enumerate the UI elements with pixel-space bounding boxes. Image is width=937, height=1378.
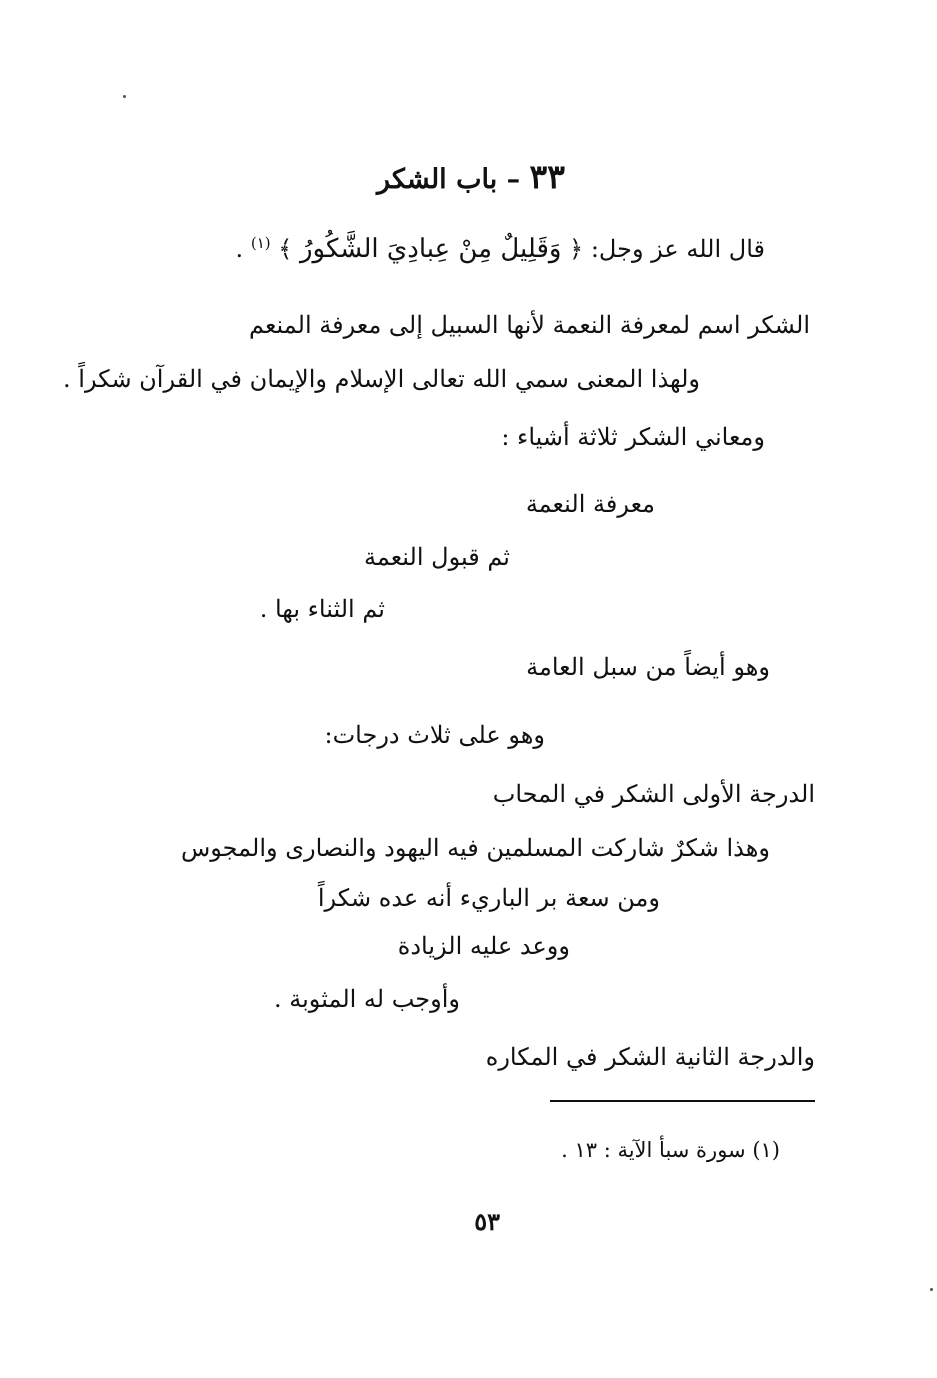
verse-text: وَقَلِيلٌ مِنْ عِبادِيَ الشَّكُورُ — [299, 234, 562, 264]
body-line: الشكر اسم لمعرفة النعمة لأنها السبيل إلى معرفة المنعم — [249, 311, 810, 339]
body-line: وأوجب له المثوبة . — [274, 985, 460, 1013]
body-line: والدرجة الثانية الشكر في المكاره — [485, 1043, 815, 1071]
verse-end: . — [235, 235, 244, 263]
body-line: ثم قبول النعمة — [363, 543, 510, 571]
body-line: ووعد عليه الزيادة — [397, 932, 570, 960]
verse-close-bracket: ﴾ — [278, 235, 293, 263]
footnote-ref: (١) — [250, 234, 271, 252]
chapter-dash: – — [506, 164, 521, 195]
body-line: وهو على ثلاث درجات: — [324, 721, 545, 749]
chapter-number: ٣٣ — [529, 157, 565, 196]
verse-intro: قال الله عز وجل: — [590, 235, 765, 263]
verse-open-bracket: ﴿ — [569, 235, 584, 263]
body-line: وهو أيضاً من سبل العامة — [526, 653, 770, 681]
body-line: ثم الثناء بها . — [259, 595, 385, 623]
verse-line — [236, 236, 765, 262]
body-line: الدرجة الأولى الشكر في المحاب — [492, 780, 815, 808]
body-line: معرفة النعمة — [525, 490, 655, 518]
body-line: ومن سعة بر الباريء أنه عده شكراً — [317, 884, 660, 912]
body-line: وهذا شكرٌ شاركت المسلمين فيه اليهود والنصارى والمجوس — [180, 834, 770, 862]
scan-speck — [930, 1288, 933, 1291]
page-number: ٥٣ — [474, 1207, 500, 1236]
body-line: ومعاني الشكر ثلاثة أشياء : — [501, 423, 765, 451]
body-line: ولهذا المعنى سمي الله تعالى الإسلام والإيمان في القرآن شكراً . — [63, 365, 700, 393]
chapter-title: باب الشكر — [377, 164, 498, 195]
scan-speck — [123, 95, 126, 98]
footnote-rule — [550, 1100, 815, 1102]
footnote-text: (١) سورة سبأ الآية : ١٣ . — [561, 1138, 780, 1162]
chapter-heading — [377, 157, 565, 196]
